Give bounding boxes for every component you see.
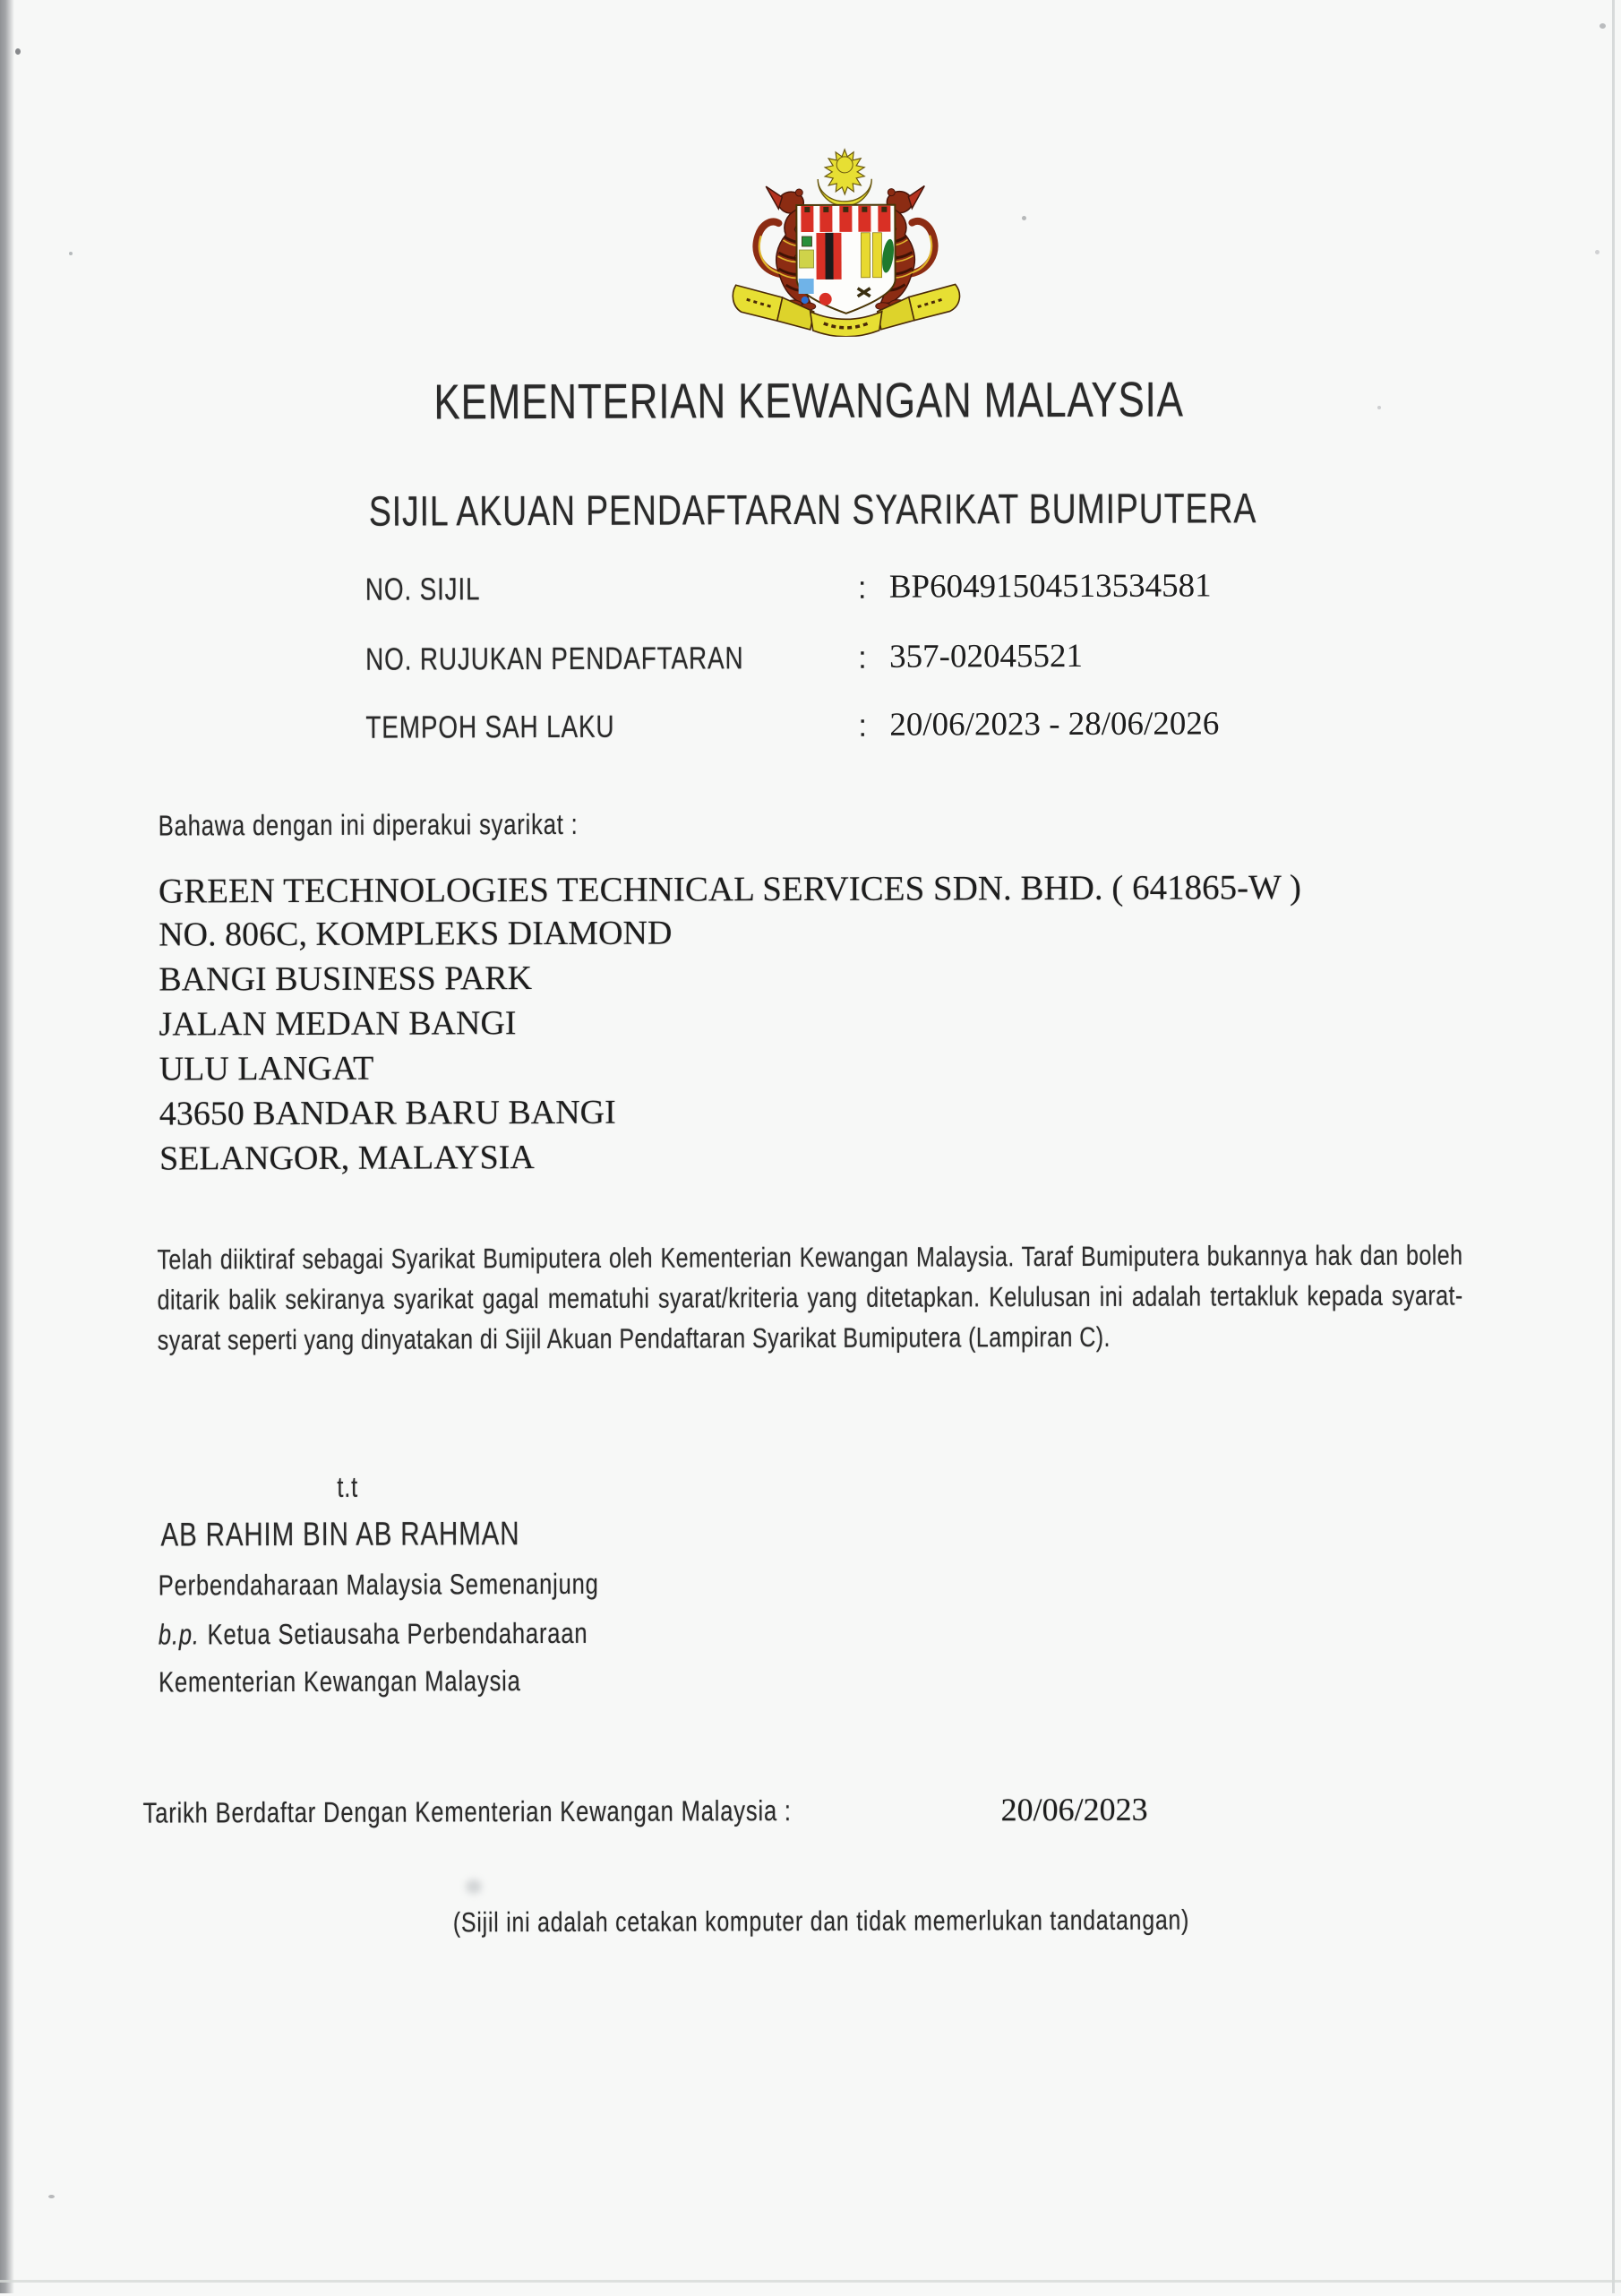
detail-value: 357-02045521: [889, 637, 1083, 675]
scan-speck: [48, 2195, 55, 2198]
scan-smudge: [466, 1879, 482, 1894]
footer-note: (Sijil ini adalah cetakan komputer dan tidak memerlukan tandatangan): [452, 1904, 1190, 1939]
bp-abbreviation: b.p.: [158, 1618, 200, 1651]
address-line: ULU LANGAT: [159, 1049, 374, 1088]
certificate-title: SIJIL AKUAN PENDAFTARAN SYARIKAT BUMIPUTERA: [368, 484, 1257, 535]
registration-date-value: 20/06/2023: [1000, 1791, 1148, 1828]
tt-mark: t.t: [337, 1470, 359, 1503]
company-address-block: [159, 911, 673, 1182]
scan-speck: [1595, 250, 1600, 254]
signatory-bp-line: [159, 1616, 695, 1651]
company-name-line: GREEN TECHNOLOGIES TECHNICAL SERVICES SDN. BHD. ( 641865-W ): [158, 868, 1301, 911]
signatory-ministry-line: Kementerian Kewangan Malaysia: [159, 1664, 521, 1698]
scan-speck: [15, 48, 21, 55]
address-line: JALAN MEDAN BANGI: [159, 1004, 517, 1044]
federal-star-icon: [825, 150, 864, 194]
address-line: BANGI BUSINESS PARK: [159, 959, 533, 999]
shield-icon: [796, 205, 896, 314]
colon-separator: :: [858, 640, 867, 675]
declaration-paragraph: Telah diiktiraf sebagai Syarikat Bumiputera oleh Kementerian Kewangan Malaysia. Taraf Bumiputera bukannya hak dan boleh ditarik balik sekiranya syarikat gagal mematuhi syarat/kriteria yang ditetapkan. Kelulusan ini adalah tertakluk kepada syarat-syarat seperti yang dinyatakan di Sijil Akuan Pendaftaran Syarikat Bumiputera (Lampiran C).: [157, 1239, 1463, 1356]
scan-speck: [1022, 216, 1026, 220]
scan-edge-left: [0, 0, 14, 2293]
colon-separator: :: [857, 570, 867, 606]
company-intro-line: Bahawa dengan ini diperakui syarikat :: [158, 807, 579, 842]
registration-date-label: Tarikh Berdaftar Dengan Kementerian Kewangan Malaysia :: [142, 1794, 792, 1829]
signatory-name: AB RAHIM BIN AB RAHMAN: [160, 1515, 520, 1553]
scan-edge-right: [1612, 0, 1615, 2293]
scan-speck: [1600, 23, 1606, 29]
detail-value: BP60491504513534581: [888, 567, 1212, 606]
detail-row-no-rujukan: [365, 639, 1395, 687]
signatory-org-line: Perbendaharaan Malaysia Semenanjung: [158, 1567, 599, 1602]
coat-of-arms-svg: [726, 146, 965, 337]
address-line: 43650 BANDAR BARU BANGI: [159, 1093, 616, 1133]
address-line: NO. 806C, KOMPLEKS DIAMOND: [159, 914, 673, 954]
scan-edge-bottom: [0, 2280, 1621, 2283]
detail-label: NO. RUJUKAN PENDAFTARAN: [365, 641, 744, 677]
colon-separator: :: [858, 708, 868, 744]
detail-row-no-sijil: [365, 569, 1395, 617]
ministry-title: KEMENTERIAN KEWANGAN MALAYSIA: [433, 371, 1184, 430]
address-line: SELANGOR, MALAYSIA: [159, 1139, 535, 1178]
bp-title: Ketua Setiausaha Perbendaharaan: [207, 1616, 588, 1651]
detail-value: 20/06/2023 - 28/06/2026: [889, 705, 1220, 744]
detail-label: TEMPOH SAH LAKU: [365, 709, 615, 745]
detail-label: NO. SIJIL: [365, 572, 481, 607]
scan-speck: [1377, 406, 1381, 409]
malaysia-coat-of-arms-icon: [726, 146, 965, 337]
detail-row-tempoh: [365, 707, 1395, 755]
scan-speck: [69, 252, 73, 255]
